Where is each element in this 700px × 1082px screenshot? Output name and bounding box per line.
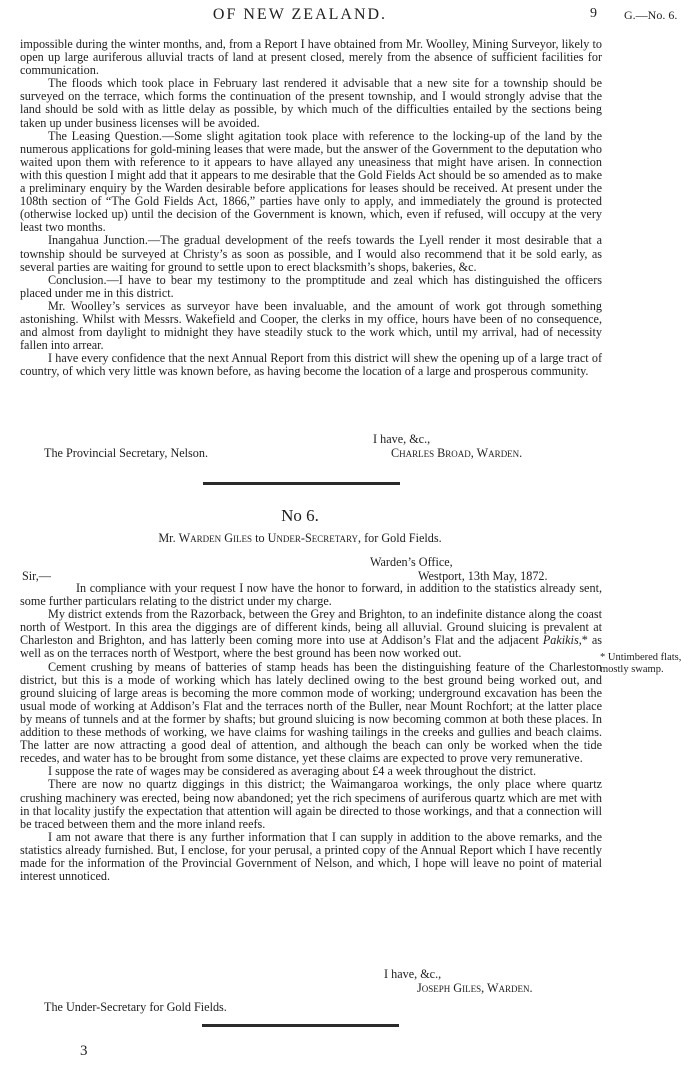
recipient-line: The Under-Secretary for Gold Fields. bbox=[44, 1000, 227, 1014]
italic-term: Pakikis bbox=[542, 633, 579, 648]
signature: Joseph Giles, Warden. bbox=[417, 981, 533, 995]
recipient-title: Under-Secretary, bbox=[267, 531, 362, 545]
paragraph: impossible during the winter months, and, from a Report I have obtained from Mr. Woolley, Mining Surveyor, likely to open up large auriferous alluvial tracts of land at present closed, merely from the absence of sufficient facilities for communication. bbox=[20, 37, 602, 78]
subtitle-prefix: Mr. bbox=[158, 531, 176, 545]
paragraph: I have every confidence that the next Annual Report from this district will shew the opening up of a large tract of country, of which very little was known before, as having become the location of a large and prosperous community. bbox=[20, 351, 602, 379]
report-continuation bbox=[20, 38, 602, 378]
paragraph: Inangahua Junction.—The gradual development of the reefs towards the Lyell render it most desirable that a township should be surveyed at Christy’s as soon as possible, and I would also recommend that it be sold early, as several parties are waiting for ground to settle upon to erect blacksmith’s shops, bakeries, &c. bbox=[20, 233, 602, 274]
page-number: 9 bbox=[590, 6, 597, 21]
paragraph: In compliance with your request I now have the honor to forward, in addition to the statistics already sent, some further particulars relating to the district under my charge. bbox=[20, 581, 602, 609]
section-divider bbox=[202, 1024, 399, 1027]
subtitle-suffix: for Gold Fields. bbox=[364, 531, 442, 545]
paragraph: Conclusion.—I have to bear my testimony to the promptitude and zeal which has distinguished the officers placed under me in this district. bbox=[20, 272, 602, 300]
paragraph: The floods which took place in February last rendered it advisable that a new site for a township should be surveyed on the terrace, which forms the continuation of the present township, and I would strongly advise that the land should be sold with as little delay as possible, by which much of the difficulties entailed by the sections being taken up under business licenses will be avoided. bbox=[20, 76, 602, 130]
paragraph: The Leasing Question.—Some slight agitation took place with reference to the locking-up of the land by the numerous applications for gold-mining leases that were made, but the answer of the Government to the deputation who waited upon them with reference to it appears to have allayed any uneasiness that might have arisen. In connection with this question I might add that it appears to me desirable that the Gold Fields Act should be so amended as to make a preliminary enquiry by the Warden desirable before applications for leases should be received. At present under the 108th section of “The Gold Fields Act, 1866,” parties have only to apply, and immediately the ground is protected (otherwise locked up) until the decision of the Government is known, which, even if refused, will occupy at the very least two months. bbox=[20, 128, 602, 235]
office-line: Warden’s Office, bbox=[370, 555, 453, 569]
document-number: No 6. bbox=[281, 506, 319, 525]
paragraph: My district extends from the Razorback, between the Grey and Brighton, to an indefinite distance along the coast north of Westport. In this area the diggings are of different kinds, being all alluvial. Ground sluicing is prevalent at Charleston and Brighton, and has latterly been coming more into use at Addison’s Flat and the adjacent Pakikis,* as well as on the terraces north of Westport, where the best ground has been now worked out. bbox=[20, 607, 602, 661]
date-line: Westport, 13th May, 1872. bbox=[418, 569, 548, 583]
paragraph: Mr. Woolley’s services as surveyor have been invaluable, and the amount of work got through something astonishing. Whilst with Messrs. Wakefield and Cooper, the clerks in my office, hours have been of no consequence, and almost from daylight to midnight they have steadily stuck to the work which, until my arrival, had of necessity fallen into arrear. bbox=[20, 298, 602, 353]
closing-formula: I have, &c., bbox=[384, 967, 442, 981]
document-reference: G.—No. 6. bbox=[624, 8, 678, 22]
paragraph: I am not aware that there is any further information that I can supply in addition to the above remarks, and the statistics already furnished. But, I enclose, for your perusal, a printed copy of the Annual Report which I have recently made for the information of the Provincial Government of Nelson, and which, I hope will leave no point of material interest unnoticed. bbox=[20, 829, 602, 884]
signature: Charles Broad, Warden. bbox=[391, 446, 523, 460]
subtitle-to-word: to bbox=[255, 531, 265, 545]
letter-body bbox=[20, 582, 602, 883]
closing-formula: I have, &c., bbox=[373, 432, 431, 446]
signature-mark: 3 bbox=[80, 1043, 88, 1059]
document-subtitle bbox=[0, 531, 600, 546]
paragraph: Cement crushing by means of batteries of stamp heads has been the distinguishing feature of the Charleston district, but this is a mode of working which has lately declined owing to the best ground being worked out, and ground sluicing of large areas is becoming the more common mode of working; underground excavation has been the usual mode of working at Addison’s Flat and the terraces north of the Buller, near Mount Rochfort; at the latter place by means of tunnels and at the former by shafts; but ground sluicing is now becoming common at both these places. In addition to these methods of working, we have claims for washing tailings in the creeks and gullies and beach claims. The latter are now attracting a good deal of attention, and although the beach can only be worked when the tide recedes, and water has to be brought from some distance, yet these claims are expected to prove very remunerative. bbox=[20, 659, 602, 766]
salutation: Sir,— bbox=[22, 569, 51, 583]
margin-footnote: * Untimbered flats, mostly swamp. bbox=[600, 652, 682, 675]
running-title: OF NEW ZEALAND. bbox=[212, 6, 388, 23]
page-header bbox=[0, 6, 700, 30]
recipient-line: The Provincial Secretary, Nelson. bbox=[44, 446, 209, 460]
sender-name: Warden Giles bbox=[178, 531, 253, 545]
paragraph: There are now no quartz diggings in this district; the Waimangaroa workings, the only place where quartz crushing machinery was erected, being now abandoned; yet the rich specimens of auriferous quartz which are met with in that locality justify the expectation that attention will again be directed to those workings, and that a connection will be traced between them and the more inland reefs. bbox=[20, 777, 602, 831]
paragraph: I suppose the rate of wages may be considered as averaging about £4 a week throughout the district. bbox=[48, 764, 537, 779]
section-divider bbox=[203, 482, 400, 485]
